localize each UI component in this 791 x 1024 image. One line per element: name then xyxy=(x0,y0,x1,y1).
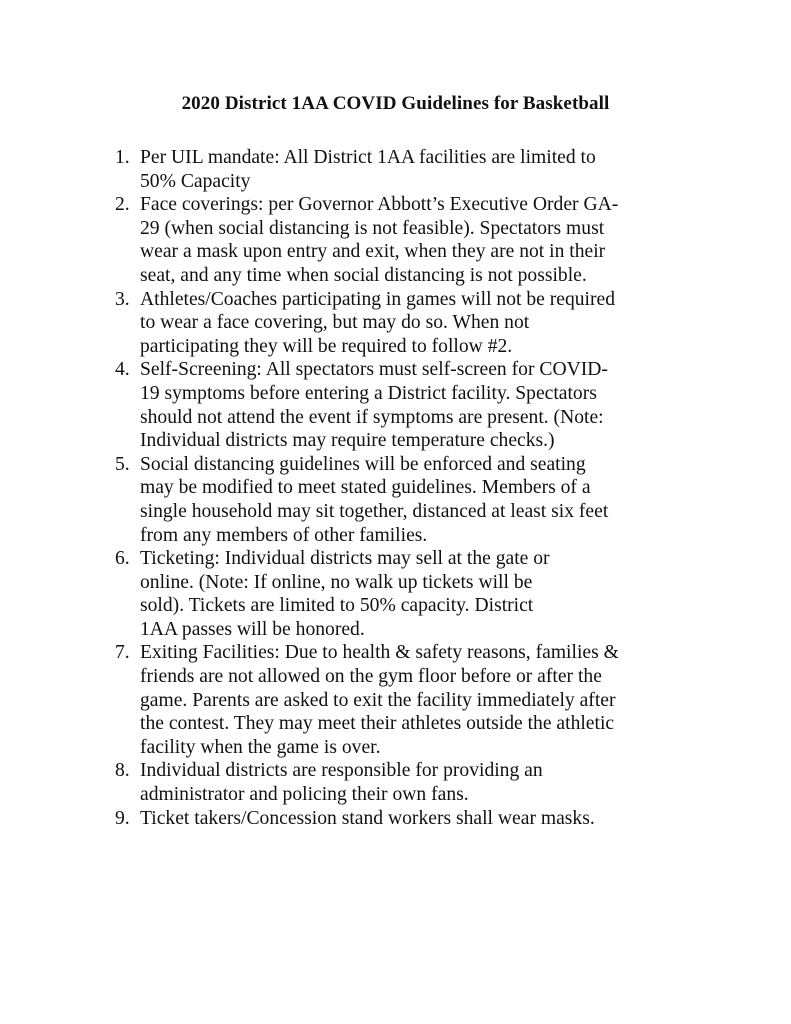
document-title: 2020 District 1AA COVID Guidelines for Basketball xyxy=(181,93,610,114)
guideline-item-5 xyxy=(115,453,715,547)
item-number: 5. xyxy=(115,453,130,475)
guideline-item-7 xyxy=(115,641,715,759)
item-line: facility when the game is over. xyxy=(140,736,381,758)
item-line: administrator and policing their own fans. xyxy=(140,784,469,806)
item-text xyxy=(140,288,715,359)
item-text xyxy=(140,146,715,193)
item-text xyxy=(140,453,715,547)
item-line: wear a mask upon entry and exit, when they are not in their xyxy=(140,241,606,263)
item-line: seat, and any time when social distancing is not possible. xyxy=(140,264,587,286)
item-number: 7. xyxy=(115,642,130,664)
item-line: online. (Note: If online, no walk up tickets will be xyxy=(140,571,533,593)
item-text xyxy=(140,641,715,759)
item-line: 50% Capacity xyxy=(140,170,251,192)
item-line: to wear a face covering, but may do so. When not xyxy=(140,312,530,334)
item-number: 2. xyxy=(115,194,130,216)
item-text xyxy=(140,807,715,831)
guideline-item-9 xyxy=(115,807,715,831)
item-number: 3. xyxy=(115,288,130,310)
item-line: game. Parents are asked to exit the facility immediately after xyxy=(140,689,616,711)
item-line: from any members of other families. xyxy=(140,524,428,546)
item-text xyxy=(140,193,715,287)
item-line: Per UIL mandate: All District 1AA facilities are limited to xyxy=(140,147,596,168)
guideline-item-4 xyxy=(115,358,715,452)
item-text xyxy=(140,547,715,641)
item-text xyxy=(140,358,715,452)
guideline-item-2 xyxy=(115,193,715,287)
guideline-item-6 xyxy=(115,547,715,641)
item-number: 1. xyxy=(115,147,130,168)
item-line: friends are not allowed on the gym floor before or after the xyxy=(140,666,602,688)
item-line: Self-Screening: All spectators must self-screen for COVID- xyxy=(140,359,608,381)
item-text xyxy=(140,759,715,806)
guidelines-list xyxy=(115,146,715,830)
item-line: sold). Tickets are limited to 50% capacity. District xyxy=(140,595,534,617)
item-line: Individual districts are responsible for providing an xyxy=(140,760,543,782)
item-line: participating they will be required to follow #2. xyxy=(140,335,513,357)
item-line: 29 (when social distancing is not feasible). Spectators must xyxy=(140,217,605,239)
item-line: Exiting Facilities: Due to health & safety reasons, families & xyxy=(140,642,619,664)
guideline-item-8 xyxy=(115,759,715,806)
guideline-item-3 xyxy=(115,288,715,359)
item-number: 9. xyxy=(115,807,130,829)
item-line: Ticket takers/Concession stand workers shall wear masks. xyxy=(140,807,595,829)
item-line: should not attend the event if symptoms are present. (Note: xyxy=(140,406,604,428)
item-line: single household may sit together, distanced at least six feet xyxy=(140,500,609,522)
item-line: Face coverings: per Governor Abbott’s Executive Order GA- xyxy=(140,194,619,216)
item-line: Individual districts may require temperature checks.) xyxy=(140,430,555,452)
item-line: Social distancing guidelines will be enforced and seating xyxy=(140,453,586,475)
item-line: Athletes/Coaches participating in games will not be required xyxy=(140,288,616,310)
item-line: 1AA passes will be honored. xyxy=(140,618,365,640)
item-line: 19 symptoms before entering a District facility. Spectators xyxy=(140,382,597,404)
item-number: 8. xyxy=(115,760,130,782)
item-line: may be modified to meet stated guidelines. Members of a xyxy=(140,477,591,499)
item-line: the contest. They may meet their athletes outside the athletic xyxy=(140,713,615,735)
item-number: 6. xyxy=(115,548,130,570)
item-number: 4. xyxy=(115,359,130,381)
item-line: Ticketing: Individual districts may sell at the gate or xyxy=(140,548,550,570)
guideline-item-1 xyxy=(115,146,715,193)
